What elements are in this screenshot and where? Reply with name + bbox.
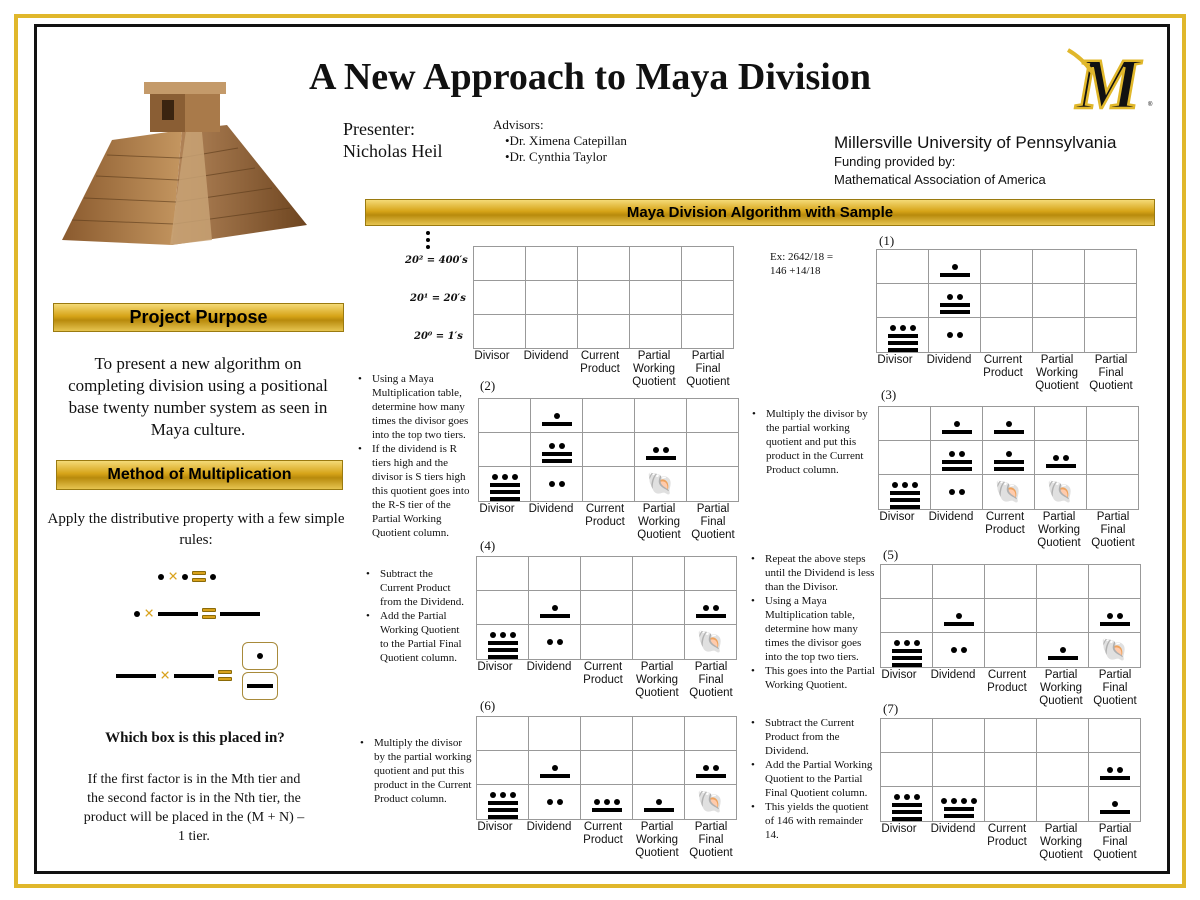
tier-label-1: 20⁰ = 1′s (414, 331, 463, 342)
tier-label-20: 20¹ = 20′s (410, 293, 466, 304)
university-logo (1062, 44, 1154, 120)
poster-title: A New Approach to Maya Division (309, 56, 871, 98)
note-step-6: • Multiply the divisor by the partial working quotient and put this product in the Current Product column. (360, 736, 472, 806)
step-1-grid (876, 249, 1137, 353)
presenter-block (343, 118, 442, 162)
shell-zero-icon: 🐚 (1100, 636, 1129, 662)
step-5-column-headers: Divisor Dividend Current Product Partial Working Quotient Partial Final Quotient (881, 669, 1137, 707)
logo-letter: M (1075, 44, 1141, 120)
step-label: (3) (881, 387, 897, 402)
step-4-grid (476, 556, 737, 660)
template-column-headers: Divisor Dividend Current Product Partial Working Quotient Partial Final Quotient (474, 350, 730, 388)
note-step-5: • Repeat the above steps until the Dividend is less than the Divisor. • Using a Maya Multiplication table, determine how many times the divisor goes into the top two tiers. • This goes into the Partial Working Quotient. (751, 552, 875, 692)
step-label: (7) (883, 701, 899, 716)
shell-zero-icon: 🐚 (696, 788, 725, 814)
which-box-heading: Which box is this placed in? (105, 730, 285, 746)
step-1-column-headers: Divisor Dividend Current Product Partial Working Quotient Partial Final Quotient (877, 354, 1133, 392)
advisors-block (493, 117, 627, 165)
rule-bar-times-bar: × (116, 665, 232, 686)
svg-text:®: ® (1148, 102, 1153, 108)
banner-method-multiplication: Method of Multiplication (56, 460, 343, 490)
purpose-text: To present a new algorithm on completing division using a positional base twenty number system as seen in Maya culture. (68, 354, 328, 439)
step-label: (6) (480, 698, 496, 713)
rule-dot-times-dot: × (158, 566, 216, 587)
shell-zero-icon: 🐚 (696, 628, 725, 654)
funder-name: Mathematical Association of America (834, 172, 1046, 187)
shell-zero-icon: 🐚 (994, 478, 1023, 504)
step-6-column-headers: Divisor Dividend Current Product Partial Working Quotient Partial Final Quotient (477, 821, 733, 859)
step-label: (1) (879, 233, 895, 248)
advisor-item: •Dr. Ximena Catepillan (505, 133, 627, 148)
step-6-grid (476, 716, 737, 820)
tier-label-400: 20² = 400′s (405, 255, 468, 266)
step-2-column-headers: Divisor Dividend Current Product Partial Working Quotient Partial Final Quotient (479, 503, 735, 541)
step-3-grid (878, 406, 1139, 510)
step-3-column-headers: Divisor Dividend Current Product Partial Working Quotient Partial Final Quotient (879, 511, 1135, 549)
university-block (834, 132, 1116, 189)
rule-dot-times-bar: × (134, 603, 260, 624)
note-step-2: • Using a Maya Multiplication table, determine how many times the divisor goes into the top two tiers. • If the dividend is R tiers high and the divisor is S tiers high this quotient goes into the R-S tier of the Partial Working Quotient column. (358, 372, 476, 540)
banner-algorithm: Maya Division Algorithm with Sample (365, 199, 1155, 226)
advisors-label: Advisors: (493, 117, 544, 132)
step-7-grid (880, 718, 1141, 822)
funding-label: Funding provided by: (834, 154, 956, 169)
step-4-column-headers: Divisor Dividend Current Product Partial Working Quotient Partial Final Quotient (477, 661, 733, 699)
result-box-lower (242, 672, 278, 700)
note-step-3: • Multiply the divisor by the partial working quotient and put this product in the Current Product column. (752, 407, 870, 477)
template-grid (473, 246, 734, 349)
note-step-4: • Subtract the Current Product from the Dividend. • Add the Partial Working Quotient to the Partial Final Quotient column. (366, 567, 466, 665)
shell-zero-icon: 🐚 (1046, 478, 1075, 504)
which-box-text: If the first factor is in the Mth tier and the second factor is in the Nth tier, the product will be placed in the (M + N) – 1 tier. (83, 772, 305, 844)
result-box-upper (242, 642, 278, 670)
shell-zero-icon: 🐚 (646, 470, 675, 496)
step-5-grid (880, 564, 1141, 668)
method-text: Apply the distributive property with a few simple rules: (47, 511, 345, 548)
note-step-7: • Subtract the Current Product from the Dividend. • Add the Partial Working Quotient to the Partial Final Quotient column. • This yields the quotient of 146 with remainder 14. (751, 716, 873, 842)
presenter-label: Presenter: (343, 119, 415, 139)
banner-project-purpose: Project Purpose (53, 303, 344, 332)
example-note: Ex: 2642/18 = 146 +14/18 (770, 251, 834, 277)
advisor-item: •Dr. Cynthia Taylor (505, 149, 607, 164)
step-2-grid (478, 398, 739, 502)
university-name: Millersville University of Pennsylvania (834, 133, 1117, 152)
step-label: (4) (480, 538, 496, 553)
vertical-ellipsis (426, 231, 430, 249)
presenter-name: Nicholas Heil (343, 141, 443, 161)
step-label: (2) (480, 378, 496, 393)
step-label: (5) (883, 547, 899, 562)
step-7-column-headers: Divisor Dividend Current Product Partial Working Quotient Partial Final Quotient (881, 823, 1137, 861)
